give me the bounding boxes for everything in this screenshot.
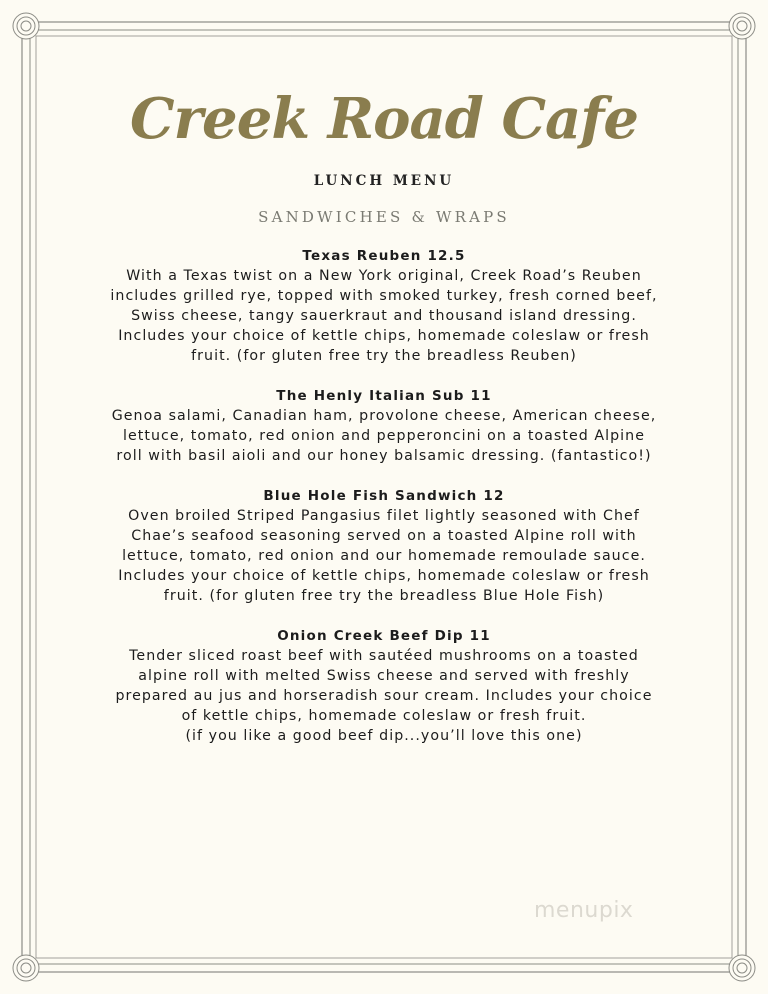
section-heading: SANDWICHES & WRAPS bbox=[258, 208, 510, 226]
description-line: prepared au jus and horseradish sour cream. Includes your choice bbox=[115, 688, 653, 704]
description-line: includes grilled rye, topped with smoked turkey, fresh corned beef, bbox=[110, 288, 658, 304]
description-line: fruit. (for gluten free try the breadless Blue Hole Fish) bbox=[163, 588, 605, 604]
corner-ornament-top-left bbox=[13, 13, 39, 39]
menu-label: LUNCH MENU bbox=[313, 173, 455, 189]
menu-item bbox=[60, 386, 708, 466]
description-line: Includes your choice of kettle chips, homemade coleslaw or fresh bbox=[118, 568, 650, 584]
item-name: Texas Reuben 12.5 bbox=[302, 248, 466, 264]
item-description bbox=[60, 506, 708, 606]
description-line: lettuce, tomato, red onion and pepperoncini on a toasted Alpine bbox=[123, 428, 645, 444]
item-name: Onion Creek Beef Dip 11 bbox=[277, 628, 491, 644]
item-name: Blue Hole Fish Sandwich 12 bbox=[263, 488, 505, 504]
description-line: lettuce, tomato, red onion and our homemade remoulade sauce. bbox=[122, 548, 646, 564]
description-line: Oven broiled Striped Pangasius filet lightly seasoned with Chef bbox=[128, 508, 640, 524]
watermark: menupix bbox=[534, 898, 634, 923]
item-description bbox=[60, 406, 708, 466]
item-description bbox=[60, 266, 708, 366]
menu-item bbox=[60, 626, 708, 746]
description-line: (if you like a good beef dip...you’ll love this one) bbox=[185, 728, 583, 744]
description-line: Tender sliced roast beef with sautéed mushrooms on a toasted bbox=[129, 648, 639, 664]
corner-ornament-bottom-left bbox=[13, 955, 39, 981]
description-line: Genoa salami, Canadian ham, provolone cheese, American cheese, bbox=[111, 408, 657, 424]
corner-ornament-top-right bbox=[729, 13, 755, 39]
description-line: Swiss cheese, tangy sauerkraut and thousand island dressing. bbox=[131, 308, 637, 324]
item-description bbox=[60, 646, 708, 746]
cafe-title: Creek Road Cafe bbox=[129, 86, 639, 152]
description-line: fruit. (for gluten free try the breadless Reuben) bbox=[191, 348, 577, 364]
item-name: The Henly Italian Sub 11 bbox=[276, 388, 492, 404]
description-line: roll with basil aioli and our honey balsamic dressing. (fantastico!) bbox=[116, 448, 652, 464]
corner-ornament-bottom-right bbox=[729, 955, 755, 981]
menu-item bbox=[60, 486, 708, 606]
description-line: of kettle chips, homemade coleslaw or fresh fruit. bbox=[181, 708, 587, 724]
description-line: Chae’s seafood seasoning served on a toasted Alpine roll with bbox=[131, 528, 637, 544]
description-line: With a Texas twist on a New York original, Creek Road’s Reuben bbox=[126, 268, 642, 284]
menu-items bbox=[60, 246, 708, 766]
description-line: Includes your choice of kettle chips, homemade coleslaw or fresh bbox=[118, 328, 650, 344]
menu-item bbox=[60, 246, 708, 366]
description-line: alpine roll with melted Swiss cheese and served with freshly bbox=[138, 668, 630, 684]
